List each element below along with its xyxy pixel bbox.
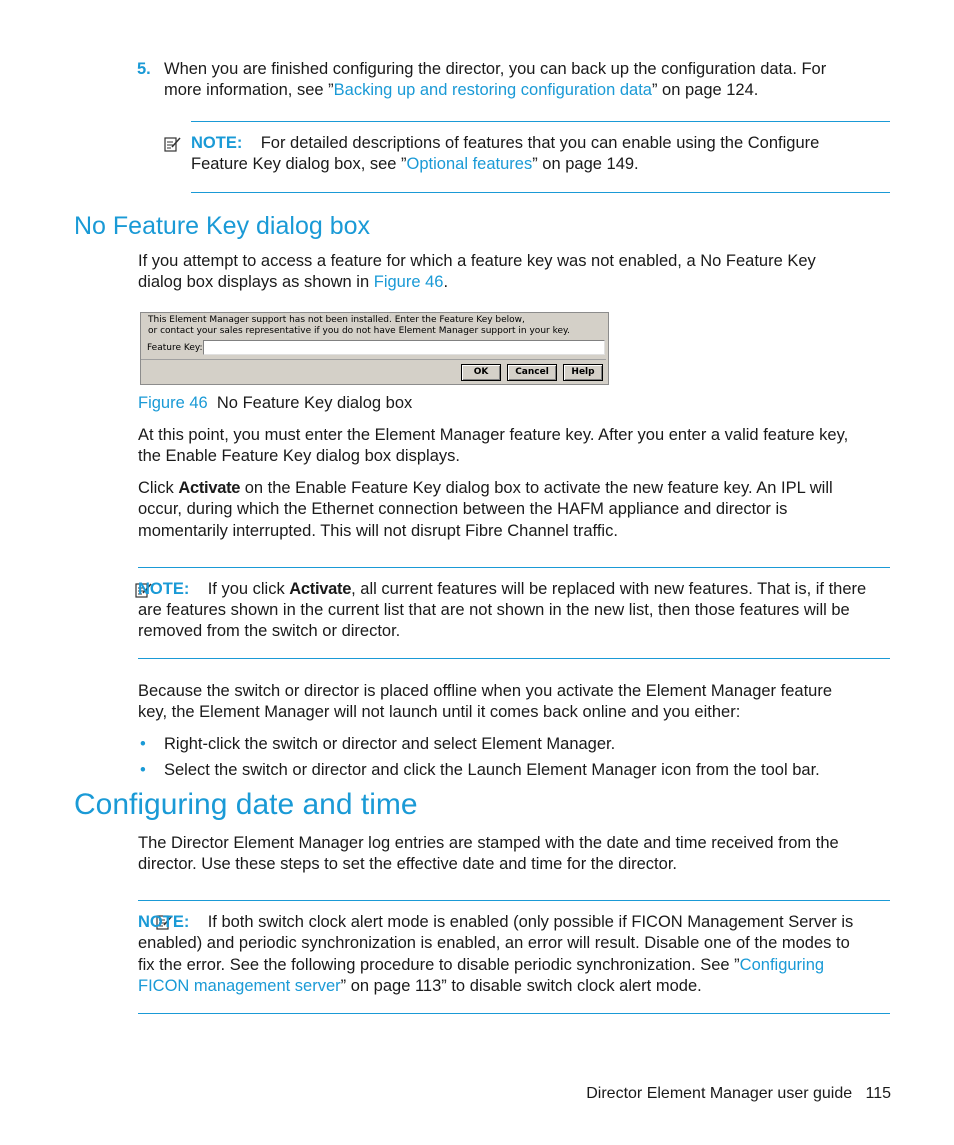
no-feature-key-dialog: [140, 312, 609, 385]
note1-top-rule: [191, 121, 890, 122]
backing-up-link[interactable]: Backing up and restoring configuration data: [333, 81, 652, 99]
note1-text: For detailed descriptions of features that you can enable using the Configure: [260, 134, 820, 152]
section2-line2: director. Use these steps to set the effective date and time for the director.: [138, 855, 677, 873]
note2-text-pre: If you click: [207, 580, 290, 598]
bullet-marker: •: [140, 761, 146, 779]
para2-line2: the Enable Feature Key dialog box displays.: [138, 447, 460, 465]
section2-line1: The Director Element Manager log entries are stamped with the date and time received from the: [138, 834, 839, 852]
note2-top-rule: [138, 567, 890, 568]
note2-text-post: , all current features will be replaced with new features. That is, if there: [351, 580, 867, 598]
para2-line1: At this point, you must enter the Element Manager feature key. After you enter a valid feature key,: [138, 426, 849, 444]
note1-line1: [191, 133, 819, 155]
bullet-item-2: Select the switch or director and click the Launch Element Manager icon from the tool bar.: [164, 761, 820, 779]
note3-line1: [138, 912, 853, 934]
step-text-line2: [164, 80, 758, 102]
note1-text-post: ” on page 149.: [532, 155, 639, 173]
para3-text-pre: Click: [138, 479, 179, 497]
note2-bottom-rule: [138, 658, 890, 659]
para3-line2: occur, during which the Ethernet connection between the HAFM appliance and director is: [138, 500, 788, 518]
figure-caption: [138, 393, 412, 415]
note3-line3: [138, 955, 824, 977]
note2-line2: are features shown in the current list that are not shown in the new list, then those features will be: [138, 601, 850, 619]
page-number: 115: [865, 1085, 891, 1102]
dialog-message-line1: This Element Manager support has not been installed. Enter the Feature Key below,: [148, 315, 525, 325]
step-text-pre: more information, see ”: [164, 81, 334, 99]
para3-text-post: on the Enable Feature Key dialog box to activate the new feature key. An IPL will: [240, 479, 833, 497]
cancel-button[interactable]: Cancel: [507, 364, 557, 381]
bullet-marker: •: [140, 735, 146, 753]
note3-line2: enabled) and periodic synchronization is enabled, an error will result. Disable one of the modes to: [138, 934, 850, 952]
figure-46-link[interactable]: Figure 46: [373, 273, 444, 291]
dialog-message: [148, 315, 570, 336]
note2-line1: [138, 579, 866, 601]
configuring-ficon-link[interactable]: Configuring: [739, 956, 825, 974]
note1-line2: [191, 154, 639, 176]
figure-caption-text: No Feature Key dialog box: [216, 394, 413, 412]
note3-text-pre: fix the error. See the following procedure to disable periodic synchronization. See ”: [138, 956, 740, 974]
para4-line1: Because the switch or director is placed offline when you activate the Element Manager feature: [138, 682, 832, 700]
para1-text-pre: dialog box displays as shown in: [138, 273, 374, 291]
note-label: NOTE:: [138, 580, 190, 598]
para1-text-post: .: [443, 273, 449, 291]
para1-line1: If you attempt to access a feature for which a feature key was not enabled, a No Feature Key: [138, 252, 816, 270]
note3-text: If both switch clock alert mode is enabled (only possible if FICON Management Server is: [207, 913, 854, 931]
section-heading-configuring-date: Configuring date and time: [74, 788, 418, 821]
activate-keyword: Activate: [178, 479, 241, 497]
feature-key-input[interactable]: [203, 340, 605, 355]
ok-button[interactable]: OK: [461, 364, 501, 381]
note2-line3: removed from the switch or director.: [138, 622, 401, 640]
note3-text-post: ” on page 113” to disable switch clock alert mode.: [340, 977, 702, 995]
dialog-separator: [141, 359, 606, 360]
activate-keyword: Activate: [289, 580, 352, 598]
bullet-item-1: Right-click the switch or director and select Element Manager.: [164, 735, 616, 753]
feature-key-label: Feature Key:: [147, 343, 203, 353]
note-label: NOTE:: [191, 134, 243, 152]
step-text-line1: When you are finished configuring the director, you can back up the configuration data. For: [164, 60, 827, 78]
para4-line2: key, the Element Manager will not launch until it comes back online and you either:: [138, 703, 741, 721]
help-button[interactable]: Help: [563, 364, 603, 381]
step-number: 5.: [137, 60, 151, 78]
note-icon: [164, 136, 181, 153]
page-footer: [586, 1083, 891, 1105]
step-text-post: ” on page 124.: [651, 81, 759, 99]
para3-line1: [138, 478, 833, 500]
note3-top-rule: [138, 900, 890, 901]
section-heading-no-feature-key: No Feature Key dialog box: [74, 212, 371, 240]
note3-line4: [138, 976, 702, 998]
figure-label: Figure 46: [138, 394, 208, 412]
ficon-management-server-link[interactable]: FICON management server: [138, 977, 341, 995]
note-label: NOTE:: [138, 913, 190, 931]
optional-features-link[interactable]: Optional features: [406, 155, 533, 173]
note3-bottom-rule: [138, 1013, 890, 1014]
note1-text-pre: Feature Key dialog box, see ”: [191, 155, 407, 173]
para1-line2: [138, 272, 448, 294]
para3-line3: momentarily interrupted. This will not disrupt Fibre Channel traffic.: [138, 522, 618, 540]
dialog-message-line2: or contact your sales representative if you do not have Element Manager support in your key.: [148, 325, 570, 336]
note1-bottom-rule: [191, 192, 890, 193]
footer-title: Director Element Manager user guide: [586, 1085, 853, 1102]
